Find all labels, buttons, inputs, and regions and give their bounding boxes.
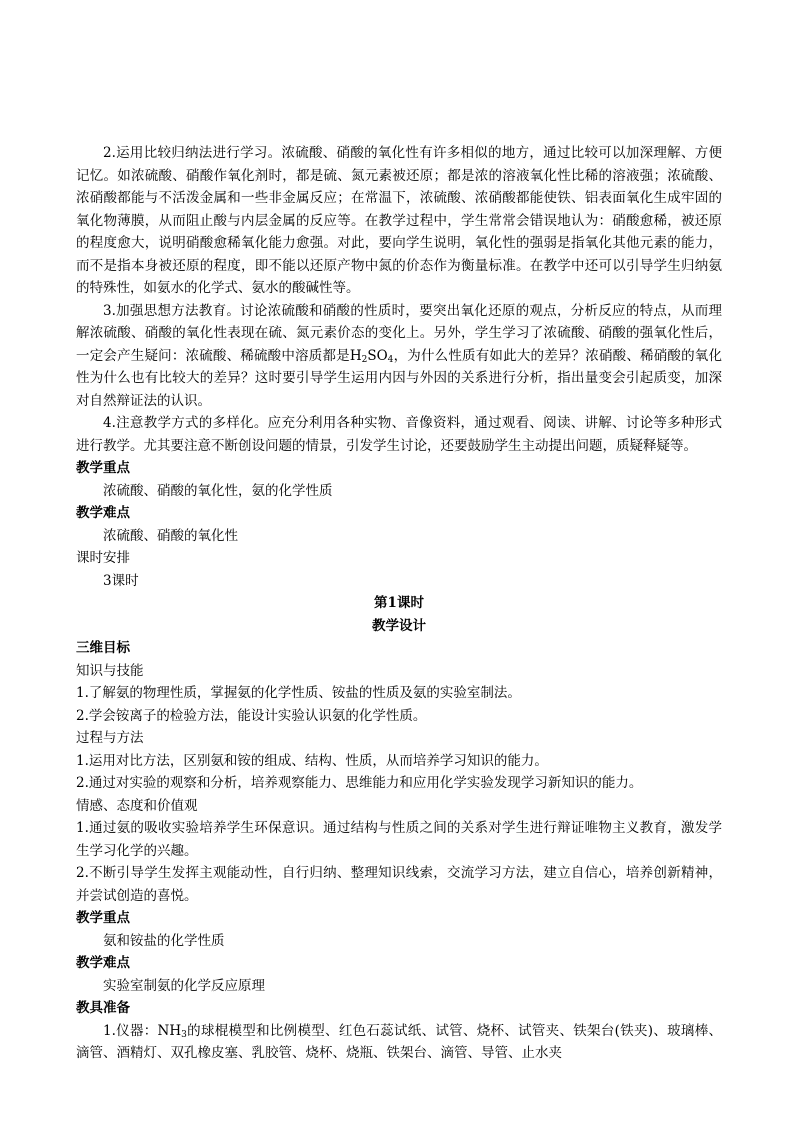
heading-knowledge-skills: 知识与技能 <box>76 662 144 679</box>
key-points-2-text: 氨和铵盐的化学性质 <box>103 932 225 949</box>
heading-schedule: 课时安排 <box>76 550 130 566</box>
paragraph-comparison-method: 2.运用比较归纳法进行学习。浓硫酸、硝酸的氧化性有许多相似的地方，通过比较可以加深理解、方便记忆。如浓硫酸、硝酸作氧化剂时，都是硫、氮元素被还原；都是浓的溶液氧化性比稀的溶液强；浓硫酸、浓硝酸都能与不活泼金属和一些非金属反应；在常温下，浓硫酸、浓硝酸都能使铁、铝表面氧化生成牢固的氧化物薄膜，从而阻止酸与内层金属的反应等。在教学过程中，学生常常会错误地认为：硝酸愈稀，被还原的程度愈大，说明硝酸愈稀氧化能力愈强。对此，要向学生说明，氧化性的强弱是指氧化其他元素的能力，而不是指本身被还原的程度，即不能以还原产物中氮的价态作为衡量标准。在教学中还可以引导学生归纳氨的特殊性，如氨水的化学式、氨水的酸碱性等。 <box>76 145 722 296</box>
paragraph-thinking-method: 3.加强思想方法教育。讨论浓硫酸和硝酸的性质时，要突出氧化还原的观点，分析反应的特点，从而理解浓硫酸、硝酸的氧化性表现在硫、氮元素价态的变化上。另外，学生学习了浓硫酸、硝酸的强氧化性后，一定会产生疑问：浓硫酸、稀硫酸中溶质都是$H_2SO_4$，为什么性质有如此大的差异？浓硝酸、稀硝酸的氧化性为什么也有比较大的差异？这时要引导学生运用内因与外因的关系进行分析，指出量变会引起质变，加深对自然辩证法的认识。 <box>76 302 722 409</box>
knowledge-item-2: 2.学会铵离子的检验方法，能设计实验认识氨的化学性质。 <box>76 707 427 724</box>
heading-tools: 教具准备 <box>76 1000 130 1016</box>
method-item-1: 1.运用对比方法，区别氨和铵的组成、结构、性质，从而培养学习知识的能力。 <box>76 752 548 769</box>
method-item-2: 2.通过对实验的观察和分析，培养观察能力、思维能力和应用化学实验发现学习新知识的能力。 <box>76 775 643 791</box>
schedule-text: 3课时 <box>103 572 139 589</box>
emotion-item-1: 1.通过氨的吸收实验培养学生环保意识。通过结构与性质之间的关系对学生进行辩证唯物主义教育，激发学生学习化学的兴趣。 <box>76 820 722 859</box>
heading-difficulties-2: 教学难点 <box>76 955 130 971</box>
knowledge-item-1: 1.了解氨的物理性质，掌握氨的化学性质、铵盐的性质及氨的实验室制法。 <box>76 685 521 701</box>
heading-key-points-1: 教学重点 <box>76 460 130 476</box>
heading-difficulties-1: 教学难点 <box>76 505 130 521</box>
heading-process-methods: 过程与方法 <box>76 730 144 746</box>
heading-emotion-values: 情感、态度和价值观 <box>76 797 198 814</box>
difficulties-2-text: 实验室制氨的化学反应原理 <box>103 977 265 994</box>
difficulties-1-text: 浓硫酸、硝酸的氧化性 <box>103 527 238 544</box>
tools-text: 1.仪器：$NH_3$的球棍模型和比例模型、红色石蕊试纸、试管、烧杯、试管夹、铁架台(铁夹)、玻璃棒、滴管、酒精灯、双孔橡皮塞、乳胶管、烧杯、烧瓶、铁架台、滴管、导管、止水夹 <box>76 1022 722 1061</box>
paragraph-teaching-diversity: 4.注意教学方式的多样化。应充分利用各种实物、音像资料，通过观看、阅读、讲解、讨论等多种形式进行教学。尤其要注意不断创设问题的情景，引发学生讨论，还要鼓励学生主动提出问题，质疑释疑等。 <box>76 415 722 454</box>
key-points-1-text: 浓硫酸、硝酸的氧化性，氨的化学性质 <box>103 482 333 499</box>
design-title: 教学设计 <box>372 617 426 634</box>
heading-key-points-2: 教学重点 <box>76 910 130 926</box>
emotion-item-2: 2.不断引导学生发挥主观能动性，自行归纳、整理知识线索，交流学习方法，建立自信心，培养创新精神，并尝试创造的喜悦。 <box>76 865 722 904</box>
lesson-title: 第1课时 <box>374 595 424 611</box>
heading-goals: 三维目标 <box>76 640 130 656</box>
document-body <box>76 142 722 1065</box>
